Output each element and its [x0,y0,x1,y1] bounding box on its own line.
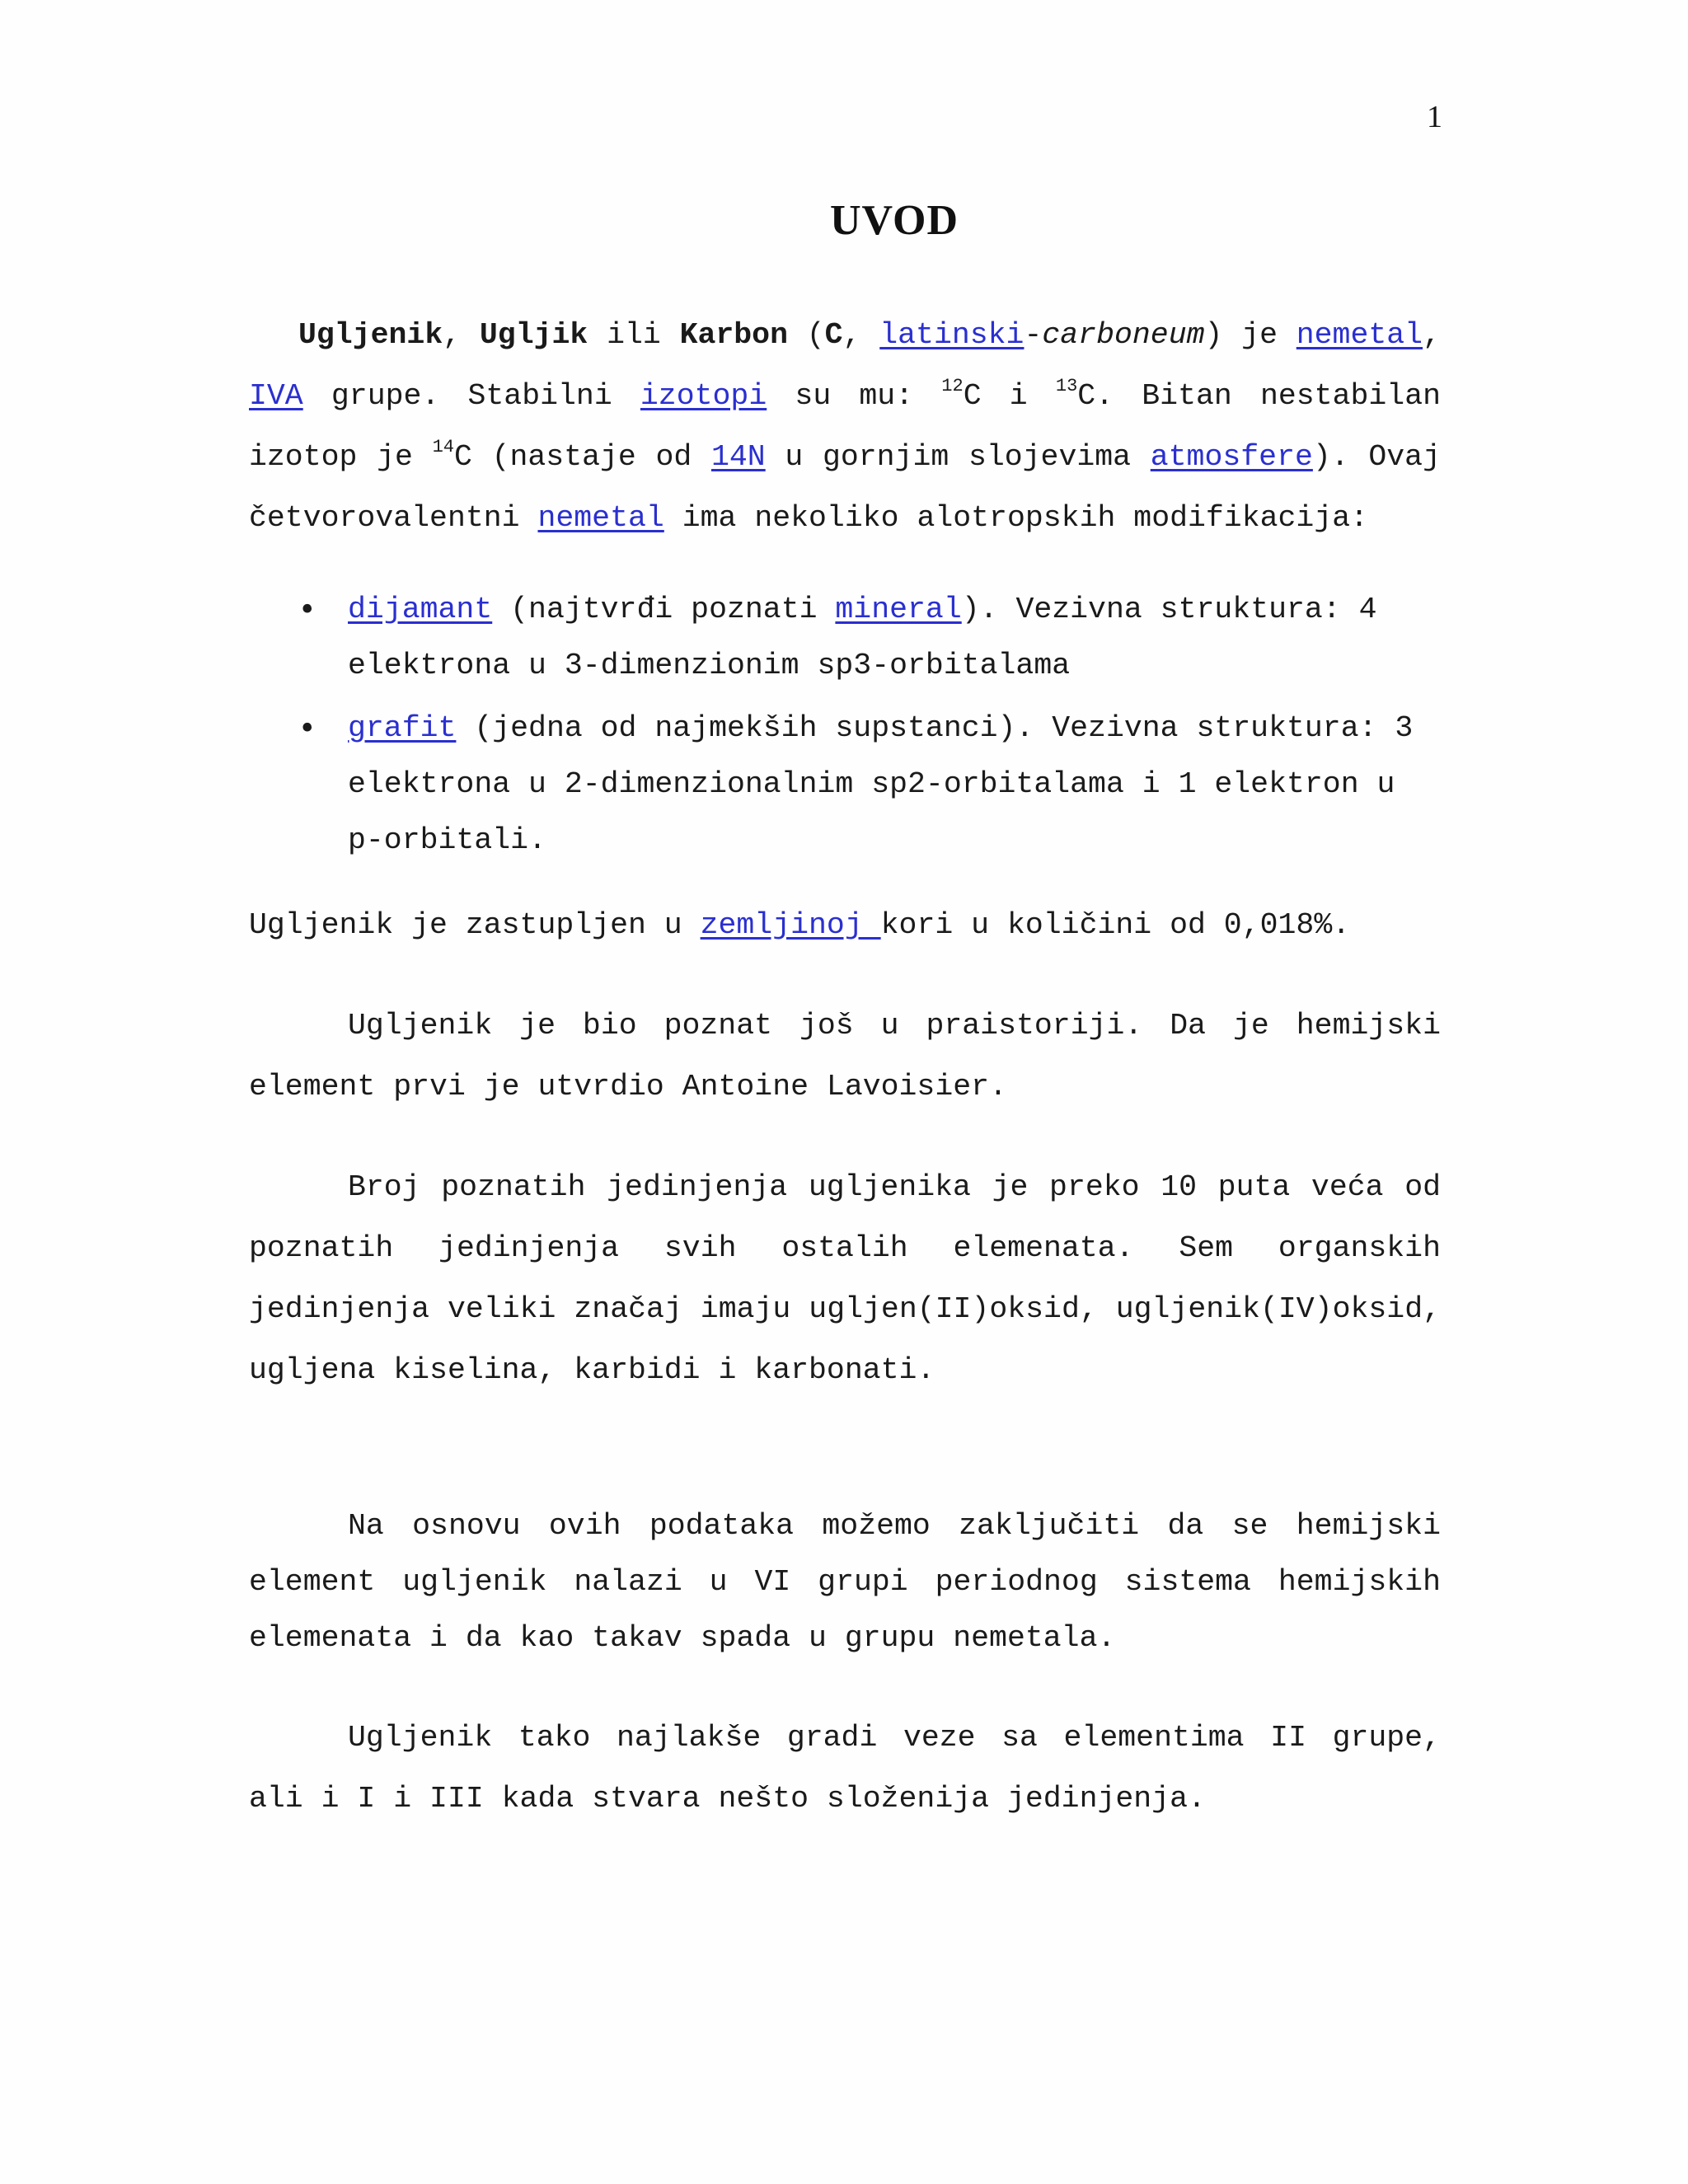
superscript-13: 13 [1055,376,1078,396]
list-item-dijamant: • dijamant (najtvrđi poznati mineral). Vezivna struktura: 4 elektrona u 3-dimenzionim sp3-orbitalama [249,582,1441,694]
page-number: 1 [1427,100,1442,134]
intro-paragraph: Ugljenik, Ugljik ili Karbon (C, latinski-carboneum) je nemetal, IVA grupe. Stabilni izotopi su mu: $^{12}$C i $^{13}$C. Bitan nestabilan izotop je $^{14}$C (nastaje od 14N u gornjim slojevima atmosfere). Ovaj četvorovalentni nemetal ima nekoliko alotropskih modifikacija: [249,318,1441,535]
paragraph-zastupljenost: Ugljenik je zastupljen u zemljinoj kori u količini od 0,018%. [249,908,1351,942]
link-nemetal[interactable]: nemetal [1296,318,1423,352]
link-dijamant[interactable]: dijamant [348,593,493,626]
link-mineral[interactable]: mineral [835,593,962,626]
link-izotopi[interactable]: izotopi [640,379,767,413]
document-body [249,305,1441,1830]
link-iva[interactable]: IVA [249,379,303,413]
superscript-12: 12 [941,376,964,396]
paragraph-veze: Ugljenik tako najlakše gradi veze sa elementima II grupe, ali i I i III kada stvara nešto složenija jedinjenja. [249,1721,1441,1816]
link-zemljinoj[interactable]: zemljinoj [700,908,881,942]
term-ugljik: Ugljik [479,318,588,352]
link-nemetal-2[interactable]: nemetal [537,501,664,535]
term-karbon: Karbon [679,318,788,352]
paragraph-istorija: Ugljenik je bio poznat još u praistoriji. Da je hemijski element prvi je utvrdio Antoine Lavoisier. [249,1009,1441,1104]
link-atmosfere[interactable]: atmosfere [1150,440,1313,474]
allotrope-list [249,582,1441,869]
link-grafit[interactable]: grafit [348,711,457,745]
link-latinski[interactable]: latinski [879,318,1025,352]
page-title: UVOD [829,197,959,244]
paragraph-zakljucak: Na osnovu ovih podataka možemo zaključiti da se hemijski element ugljenik nalazi u VI grupi periodnog sistema hemijskih elemenata i da kao takav spada u grupu nemetala. [249,1509,1441,1655]
term-carboneum: carboneum [1042,318,1205,352]
term-symbol: C [824,318,843,352]
bullet-icon: • [298,592,316,627]
list-item-grafit: • grafit (jedna od najmekših supstanci). Vezivna struktura: 3 elektrona u 2-dimenzionalnim sp2-orbitalama i 1 elektron u p-orbitali. [249,701,1441,869]
paragraph-jedinjenja: Broj poznatih jedinjenja ugljenika je preko 10 puta veća od poznatih jedinjenja svih ostalih elemenata. Sem organskih jedinjenja veliki značaj imaju ugljen(II)oksid, ugljenik(IV)oksid, ugljena kiselina, karbidi i karbonati. [249,1170,1441,1387]
term-ugljenik: Ugljenik [298,318,443,352]
link-14n[interactable]: 14N [710,440,766,474]
superscript-14: 14 [432,437,454,457]
bullet-icon: • [298,710,316,746]
